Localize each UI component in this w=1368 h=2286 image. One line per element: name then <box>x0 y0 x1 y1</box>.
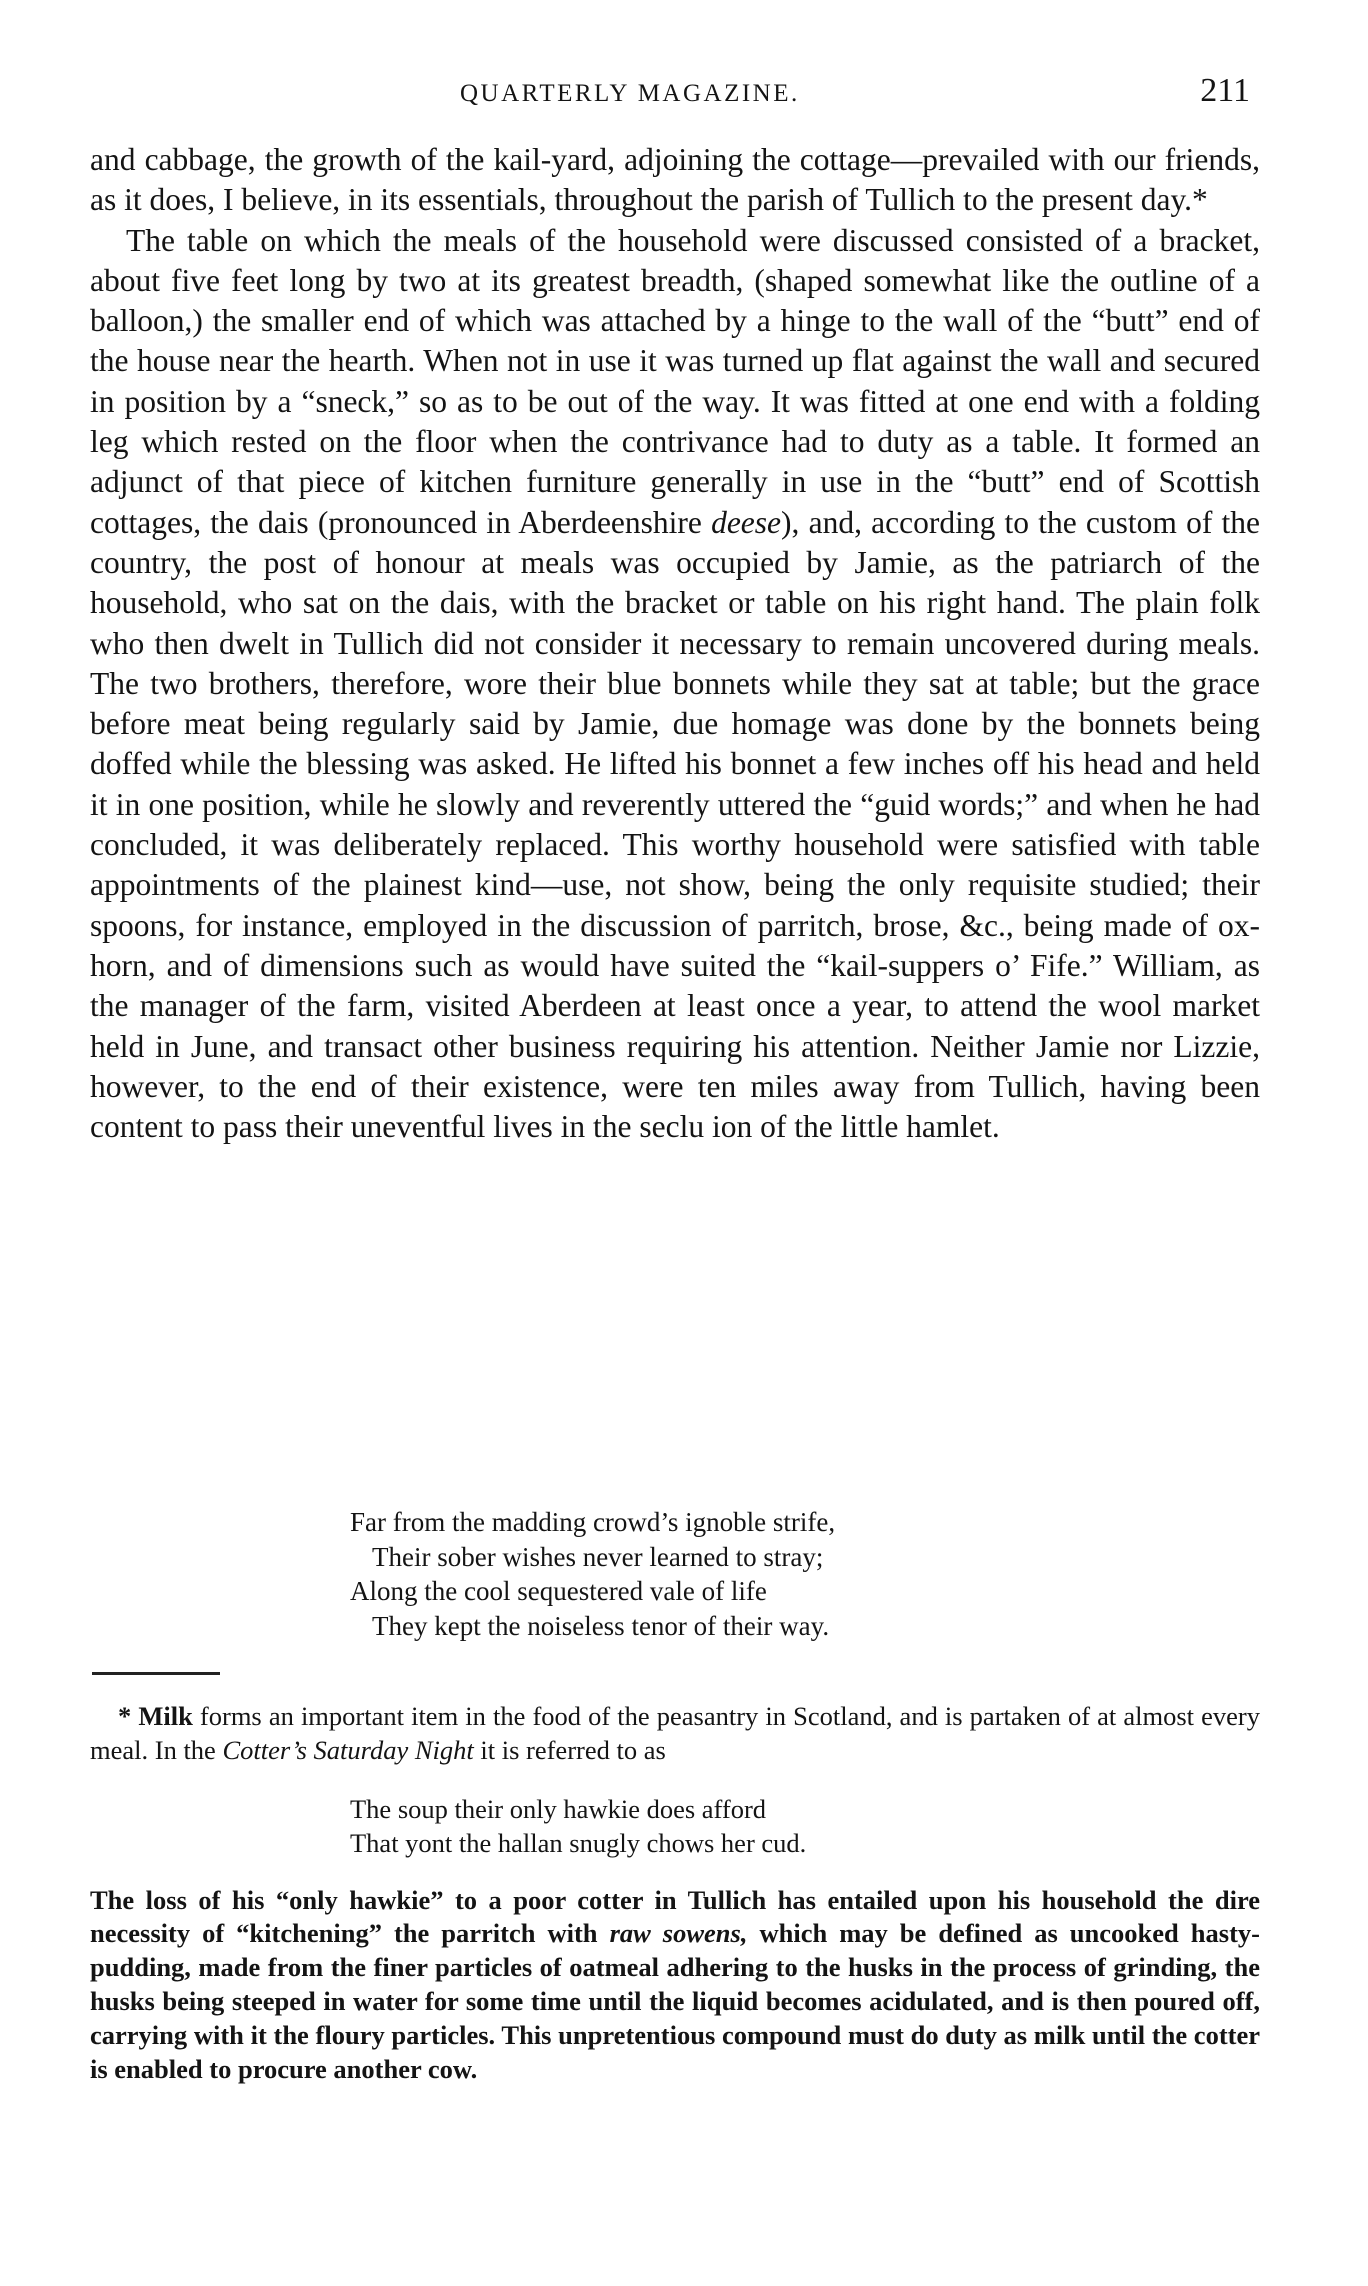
footnote <box>90 1700 1260 2086</box>
poem-line: Far from the madding crowd’s ignoble strife, <box>350 1507 836 1537</box>
footnote-lead: * Milk <box>118 1701 193 1731</box>
footnote-text-b: it is referred to as <box>473 1734 666 1765</box>
footnote-verse-line: That yont the hallan snugly chows her cud. <box>350 1827 807 1858</box>
footnote-closing <box>90 1884 1260 2087</box>
paragraph-1-text: and cabbage, the growth of the kail-yard, adjoining the cottage—prevailed with our friends, as it does, I believe, in its essentials, throughout the parish of Tullich to the present day.* <box>90 142 1260 218</box>
poem-quotation <box>350 1505 1050 1643</box>
footnote-divider <box>92 1672 220 1675</box>
paragraph-2-text-a: The table on which the meals of the household were discussed consisted of a bracket, about five feet long by two at its greatest breadth, (shaped somewhat like the outline of a balloon,) the smaller end of which was attached by a hinge to the wall of the “butt” end of the house near the hearth. When not in use it was turned up flat against the wall and secured in position by a “sneck,” so as to be out of the way. It was fitted at one end with a folding leg which rested on the floor when the contrivance had to duty as a table. It formed an adjunct of that piece of kitchen furniture generally in use in the “butt” end of Scottish cottages, the dais (pronounced in Aberdeenshire <box>90 222 1260 540</box>
running-title: QUARTERLY MAGAZINE. <box>460 80 800 107</box>
page-number: 211 <box>1200 72 1250 109</box>
paragraph-2-text-b: ), and, according to the custom of the country, the post of honour at meals was occupied by Jamie, as the patriarch of the household, who sat on the dais, with the bracket or table on his right hand. The plain folk who then dwelt in Tullich did not consider it necessary to remain uncovered during meals. The two brothers, therefore, wore their blue bonnets while they sat at table; but the grace before meat being regularly said by Jamie, due homage was done by the bonnets being doffed while the blessing was asked. He lifted his bonnet a few inches off his head and held it in one position, while he slowly and reverently uttered the “guid words;” and when he had concluded, it was deliberately replaced. This worthy household were satisfied with table appointments of the plainest kind—use, not show, being the only requisite studied; their spoons, for instance, employed in the discussion of parritch, brose, &c., being made of ox-horn, and of dimensions such as would have suited the “kail-suppers o’ Fife.” William, as the manager of the farm, visited Aberdeen at least once a year, to attend the wool market held in June, and transact other business requiring his attention. Neither Jamie nor Lizzie, however, to the end of their existence, were ten miles away from Tullich, having been content to pass their uneventful lives in the seclu ion of the little hamlet. <box>90 504 1260 1145</box>
footnote-closing-b: which may be defined as uncooked hasty-pudding, made from the finer particles of oatmeal adhering to the husks in the process of grinding, the husks being steeped in water for some time until the liquid becomes acidulated, and is then poured off, carrying with it the floury particles. This unpretentious compound must do duty as milk until the cotter is enabled to procure another cow. <box>90 1918 1260 2084</box>
poem-line: Along the cool sequestered vale of life <box>350 1576 767 1606</box>
footnote-closing-ital: raw sowens, <box>609 1918 748 1949</box>
footnote-verse-line: The soup their only hawkie does afford <box>350 1793 767 1824</box>
poem-line: They kept the noiseless tenor of their way. <box>372 1610 830 1641</box>
paragraph-2-deese: deese <box>711 504 782 540</box>
footnote-intro <box>90 1700 1260 1768</box>
main-text <box>90 140 1260 1147</box>
paragraph-1 <box>90 140 1260 221</box>
paragraph-2 <box>90 221 1260 1148</box>
page-header <box>90 72 1250 122</box>
footnote-verse <box>350 1792 1260 1860</box>
footnote-text-a: forms an important item in the food of the peasantry in Scotland, and is partaken of at almost every meal. In the <box>90 1701 1260 1765</box>
footnote-title: Cotter’s Saturday Night <box>222 1734 474 1765</box>
poem-line: Their sober wishes never learned to stray; <box>372 1541 824 1572</box>
footnote-closing-a: The loss of his “only hawkie” to a poor cotter in Tullich has entailed upon his household the dire necessity of “kitchening” the parritch with <box>90 1884 1260 1949</box>
